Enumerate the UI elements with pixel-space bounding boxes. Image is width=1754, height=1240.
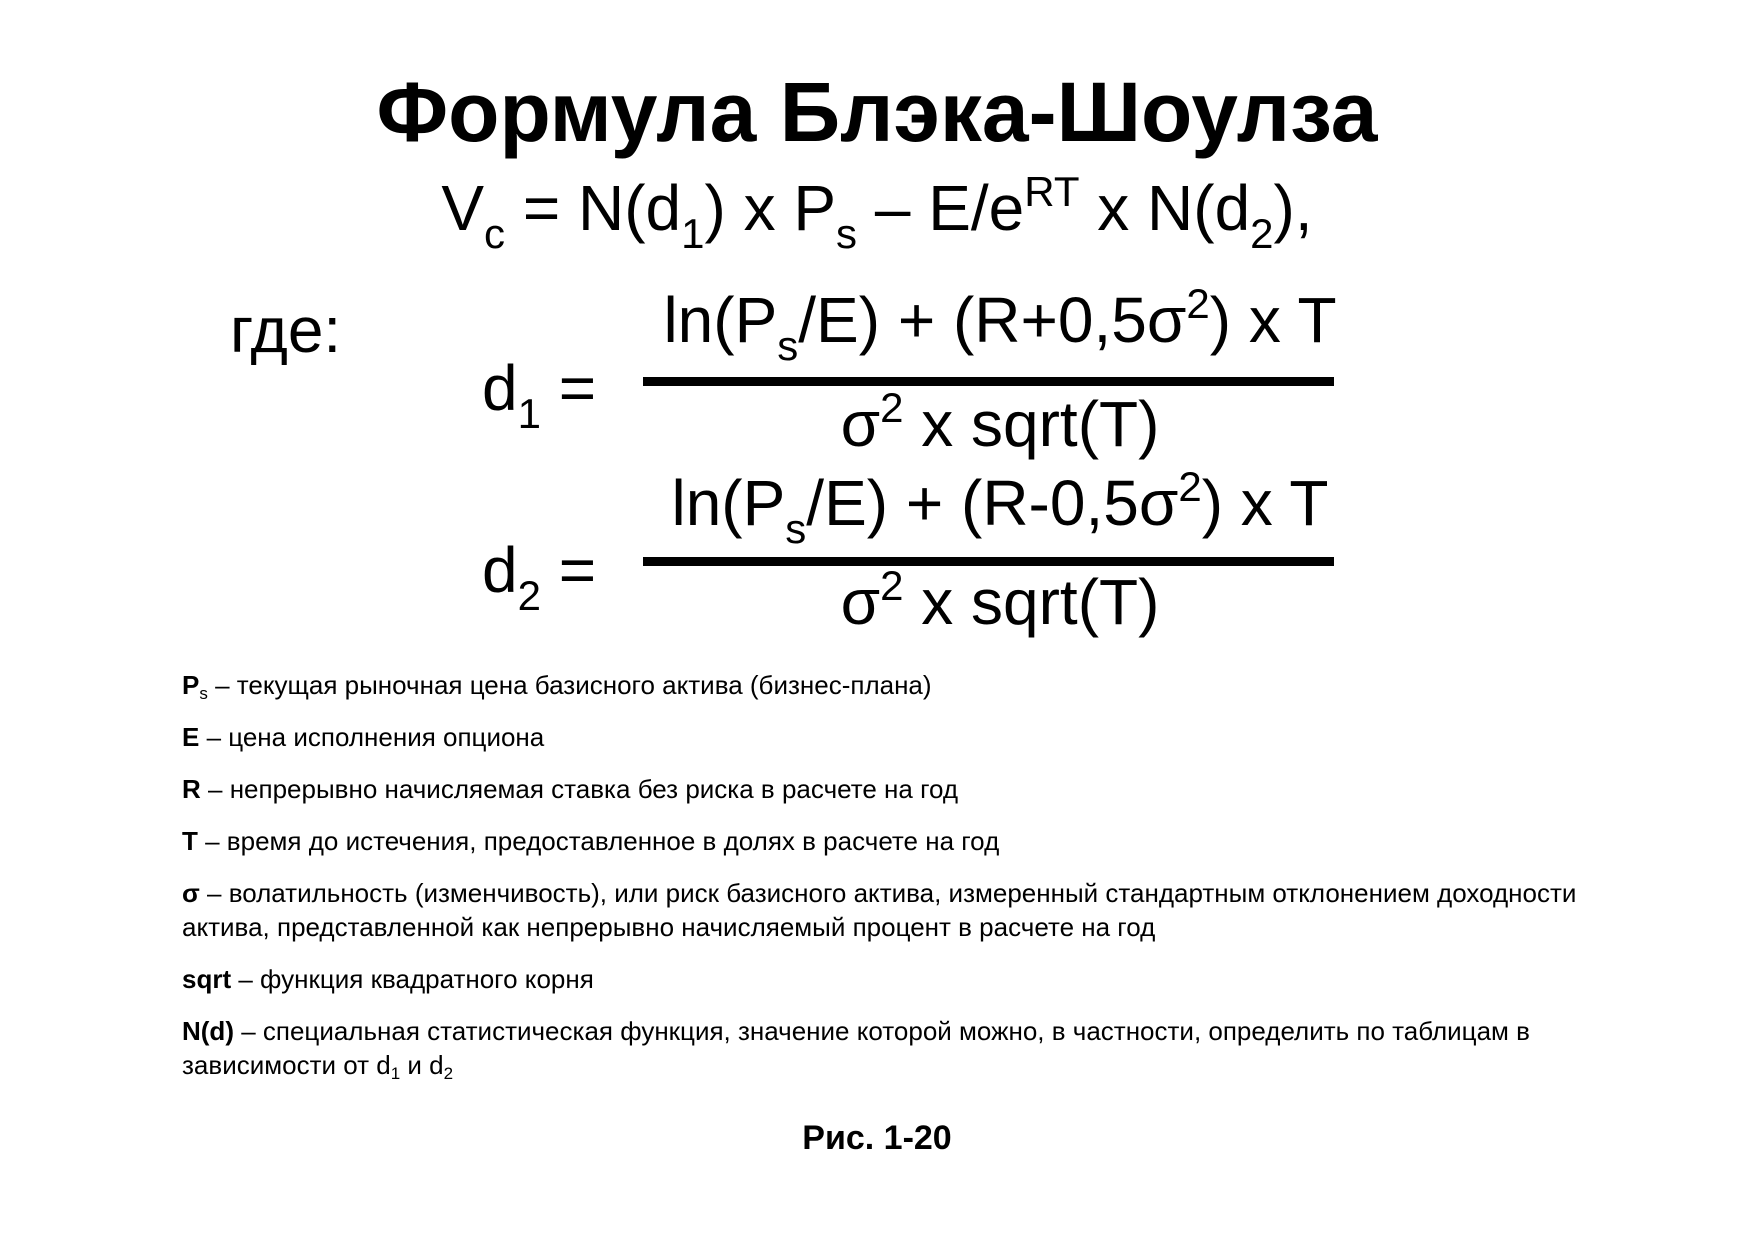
d2-symbol: d bbox=[482, 534, 518, 606]
d2-den-a: σ bbox=[840, 566, 881, 638]
definition-term: sqrt bbox=[182, 964, 232, 994]
d2-num-sub: s bbox=[785, 505, 807, 552]
d2-den-sup: 2 bbox=[880, 562, 904, 609]
d2-denominator bbox=[640, 562, 1360, 642]
formula-d1-sub: 1 bbox=[681, 210, 705, 257]
definition-term: N(d) bbox=[182, 1016, 234, 1046]
d1-den-a: σ bbox=[840, 388, 881, 460]
where-label: где: bbox=[230, 294, 342, 366]
d1-num-sup: 2 bbox=[1186, 280, 1210, 327]
formula-part-1: = N(d bbox=[505, 172, 682, 244]
d1-den-sup: 2 bbox=[880, 384, 904, 431]
definition-nd bbox=[182, 1014, 1632, 1082]
figure-caption: Рис. 1-20 bbox=[802, 1119, 952, 1157]
d1-den-b: x sqrt(T) bbox=[903, 388, 1160, 460]
d1-lhs bbox=[482, 348, 597, 437]
d1-num-sub: s bbox=[777, 322, 799, 369]
definition-term: T bbox=[182, 826, 198, 856]
definition-text: – цена исполнения опциона bbox=[199, 722, 545, 752]
definition-d2-sub: 2 bbox=[443, 1064, 454, 1083]
formula-exponent: RT bbox=[1024, 168, 1080, 215]
d2-numerator bbox=[640, 463, 1360, 552]
formula-v: V bbox=[441, 172, 485, 244]
definition-text: – непрерывно начисляемая ставка без риска в расчете на год bbox=[200, 774, 959, 804]
definition-term: R bbox=[182, 774, 201, 804]
definition-term: E bbox=[182, 722, 200, 752]
d1-numerator bbox=[640, 280, 1360, 369]
definition-text: – текущая рыночная цена базисного актива (бизнес-плана) bbox=[207, 670, 932, 700]
formula-part-4: x N(d bbox=[1079, 172, 1251, 244]
d2-lhs bbox=[482, 530, 597, 619]
definition-t bbox=[182, 824, 1632, 858]
definition-r bbox=[182, 772, 1632, 806]
d1-num-a: ln(P bbox=[663, 284, 778, 356]
formula-part-3: – E/e bbox=[857, 172, 1025, 244]
d1-num-b: /E) + (R+0,5σ bbox=[798, 284, 1187, 356]
definition-text: – специальная статистическая функция, значение которой можно, в частности, определить по таблицам в зависимости от d bbox=[182, 1016, 1530, 1080]
definition-d1-sub: 1 bbox=[390, 1064, 401, 1083]
d1-equals: = bbox=[540, 352, 597, 424]
page-title: Формула Блэка-Шоулза bbox=[376, 65, 1378, 159]
d2-den-b: x sqrt(T) bbox=[903, 566, 1160, 638]
definition-term: σ bbox=[182, 878, 200, 908]
definition-text-mid: и d bbox=[400, 1050, 444, 1080]
black-scholes-formula bbox=[0, 168, 1754, 257]
definition-sigma bbox=[182, 876, 1632, 944]
definition-e bbox=[182, 720, 1632, 754]
d2-equals: = bbox=[540, 534, 597, 606]
formula-part-5: ), bbox=[1273, 172, 1313, 244]
definition-sqrt bbox=[182, 962, 1632, 996]
definition-text: – время до истечения, предоставленное в долях в расчете на год bbox=[197, 826, 1000, 856]
d1-symbol: d bbox=[482, 352, 518, 424]
definition-term-sub: s bbox=[199, 684, 208, 703]
formula-part-2: ) x P bbox=[704, 172, 837, 244]
definitions-list bbox=[182, 668, 1632, 1100]
formula-v-sub: c bbox=[484, 210, 506, 257]
d2-symbol-sub: 2 bbox=[517, 572, 541, 619]
d2-num-b: /E) + (R-0,5σ bbox=[806, 467, 1179, 539]
definition-text: – волатильность (изменчивость), или риск базисного актива, измеренный стандартным отклонением доходности актива, представленной как непрерывно начисляемый процент в расчете на год bbox=[182, 878, 1577, 942]
definition-text: – функция квадратного корня bbox=[231, 964, 594, 994]
d2-num-c: ) x T bbox=[1201, 467, 1329, 539]
d1-num-c: ) x T bbox=[1209, 284, 1337, 356]
formula-d2-sub: 2 bbox=[1250, 210, 1274, 257]
d1-denominator bbox=[640, 384, 1360, 464]
d1-symbol-sub: 1 bbox=[517, 390, 541, 437]
formula-ps-sub: s bbox=[836, 210, 858, 257]
d2-num-sup: 2 bbox=[1178, 463, 1202, 510]
definition-ps bbox=[182, 668, 1632, 702]
definition-term: P bbox=[182, 670, 200, 700]
d2-num-a: ln(P bbox=[671, 467, 786, 539]
